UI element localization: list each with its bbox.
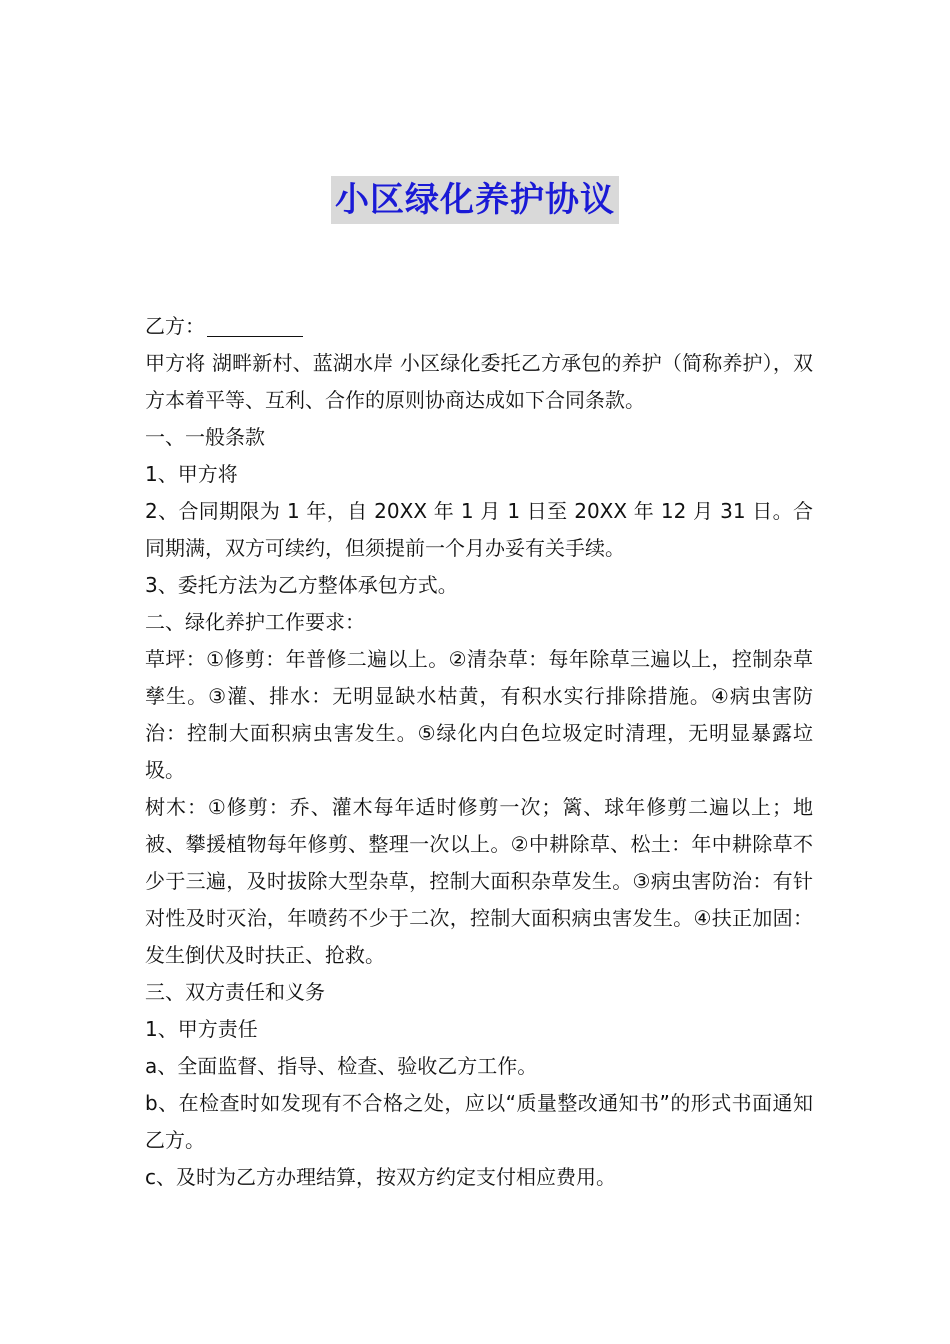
clause: a、全面监督、指导、检查、验收乙方工作。: [145, 1054, 538, 1078]
clause: 2、合同期限为 1 年，自 20XX 年 1 月 1 日至 20XX 年 12 月 31 日。合同期满，双方可续约，但须提前一个月办妥有关手续。: [145, 499, 813, 560]
clause: c、及时为乙方办理结算，按双方约定支付相应费用。: [145, 1165, 616, 1189]
party-b-line: [145, 308, 813, 345]
clause: 3、委托方法为乙方整体承包方式。: [145, 573, 458, 597]
party-b-blank: [207, 314, 303, 337]
document-title: 小区绿化养护协议: [331, 176, 619, 224]
clause: 1、甲方责任: [145, 1017, 258, 1041]
section-heading: 三、双方责任和义务: [145, 980, 325, 1004]
section-heading: 一、一般条款: [145, 425, 265, 449]
document-body: [145, 308, 813, 1196]
paragraph: 草坪：①修剪：年普修二遍以上。②清杂草：每年除草三遍以上，控制杂草孳生。③灌、排水：无明显缺水枯黄，有积水实行排除措施。④病虫害防治：控制大面积病虫害发生。⑤绿化内白色垃圾定时清理，无明显暴露垃圾。: [145, 647, 813, 782]
clause: b、在检查时如发现有不合格之处，应以“质量整改通知书”的形式书面通知乙方。: [145, 1091, 813, 1152]
title-container: [0, 176, 950, 224]
section-heading: 二、绿化养护工作要求：: [145, 610, 365, 634]
paragraph: 甲方将 湖畔新村、蓝湖水岸 小区绿化委托乙方承包的养护（简称养护），双方本着平等、互利、合作的原则协商达成如下合同条款。: [145, 351, 813, 412]
clause: 1、甲方将: [145, 462, 238, 486]
party-b-label: 乙方：: [145, 314, 205, 338]
paragraph: 树木：①修剪：乔、灌木每年适时修剪一次；篱、球年修剪二遍以上；地被、攀援植物每年修剪、整理一次以上。②中耕除草、松土：年中耕除草不少于三遍，及时拔除大型杂草，控制大面积杂草发生。③病虫害防治：有针对性及时灭治，年喷药不少于二次，控制大面积病虫害发生。④扶正加固：发生倒伏及时扶正、抢救。: [145, 795, 813, 967]
